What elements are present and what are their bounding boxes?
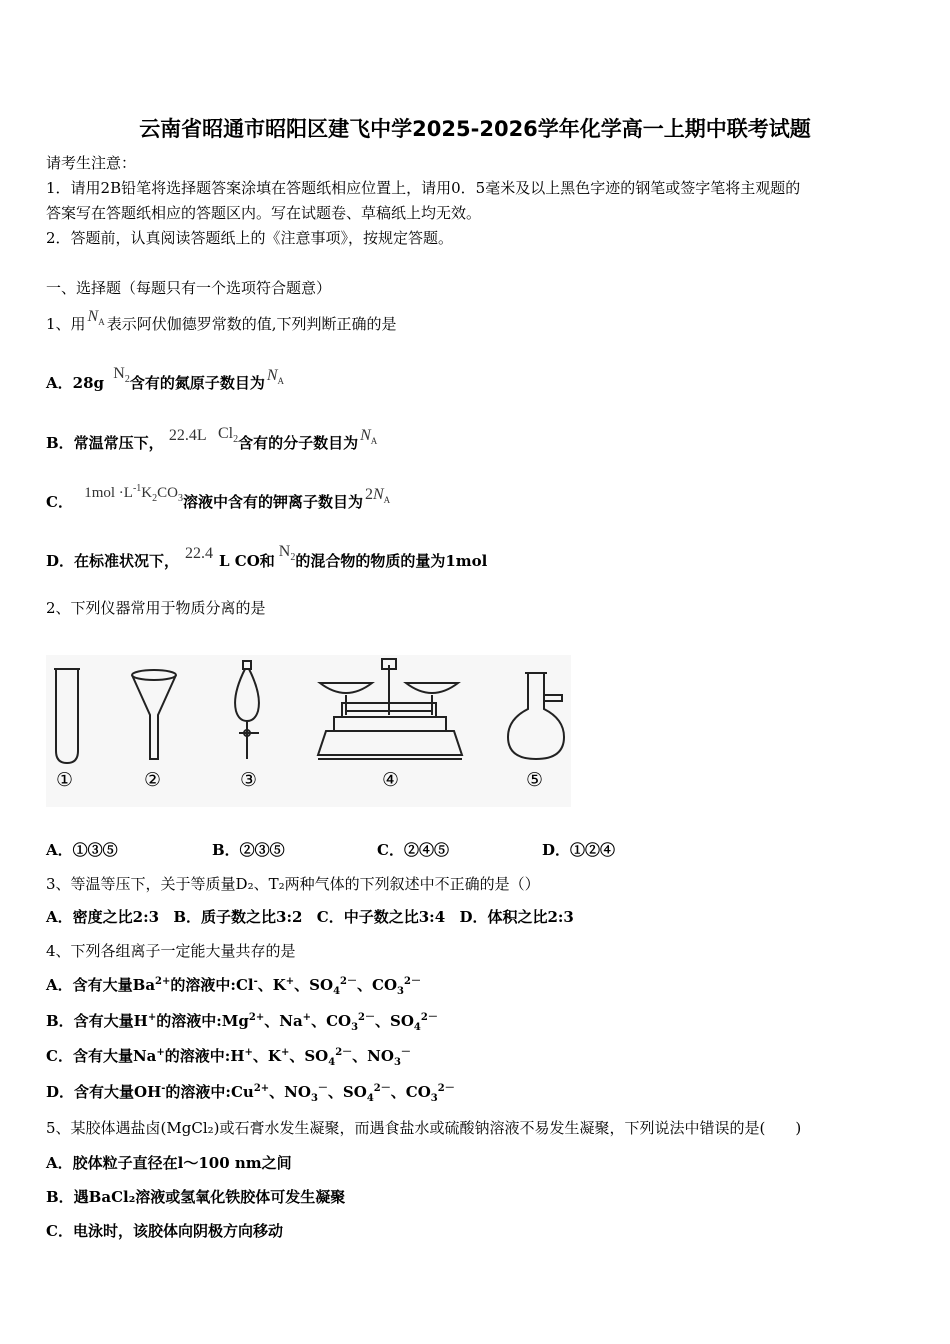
notice-item-2: 2．答题前，认真阅读答题纸上的《注意事项》，按规定答题。 (46, 229, 454, 247)
figure-label-4: ④ (382, 769, 400, 791)
question-4-option-a: A．含有大量$Ba^{2+}$的溶液中:Cl-、K+、$SO_4^{2-}$、$CO_3^{2-}$ (46, 976, 421, 997)
question-2-option-c: C．②④⑤ (377, 841, 449, 859)
question-4-option-d: D．含有大量OH-的溶液中$:Cu^{2+}$、$NO_3^-$、$SO_4^{2-}$、$CO_3^{2-}$ (46, 1083, 455, 1104)
question-3-stem: 3、等温等压下，关于等质量D₂、T₂两种气体的下列叙述中不正确的是（） (46, 875, 540, 893)
figure-label-5: ⑤ (526, 769, 544, 791)
page-title: 云南省昭通市昭阳区建飞中学2025-2026学年化学高一上期中联考试题 (139, 117, 811, 141)
na-symbol: $N_A$ (87, 308, 105, 328)
question-3-option-c: C．中子数之比3:4 (316, 908, 446, 926)
question-1-option-d: D．在标准状况下， 22.4 L CO和$N_2$的混合物的物质的量为1mol (46, 543, 488, 570)
notice-heading: 请考生注意： (46, 154, 137, 172)
figure-label-2: ② (144, 769, 162, 791)
question-2-option-b: B．②③⑤ (212, 841, 285, 859)
question-5-option-c: C．电泳时，该胶体向阴极方向移动 (46, 1222, 283, 1240)
question-2-stem: 2、下列仪器常用于物质分离的是 (46, 599, 266, 617)
question-1-option-c: C． $1mol \cdot L^{-1}K_2CO_3$溶液中含有的钾离子数目为 $2N_A$ (46, 483, 391, 511)
question-2-option-a: A．①③⑤ (46, 841, 118, 859)
lab-apparatus-figure (46, 655, 571, 807)
question-3-option-d: D．体积之比2:3 (459, 908, 574, 926)
question-4-option-b: B．含有大量H+的溶液中$:Mg^{2+}$、Na+、$CO_3^{2-}$、$SO_4^{2-}$ (46, 1012, 438, 1033)
question-1-option-a: A．28g $N_2$含有的氮原子数目为 $N_A$ (46, 365, 284, 392)
question-2-option-d: D．①②④ (542, 841, 616, 859)
figure-label-3: ③ (240, 769, 258, 791)
question-5-option-b: B．遇BaCl₂溶液或氢氧化铁胶体可发生凝聚 (46, 1188, 346, 1206)
figure-label-1: ① (56, 769, 74, 791)
question-5-option-a: A．胶体粒子直径在l～100 nm之间 (46, 1154, 292, 1172)
question-4-stem: 4、下列各组离子一定能大量共存的是 (46, 942, 296, 960)
question-3-options (46, 906, 574, 927)
question-4-option-c: C．含有大量Na+的溶液中:H+、K+、$SO_4^{2-}$、$NO_3^-$ (46, 1047, 411, 1068)
question-3-option-b: B．质子数之比3:2 (173, 908, 303, 926)
notice-item-1-line-1: 1．请用2B铅笔将选择题答案涂填在答题纸相应位置上，请用0．5毫米及以上黑色字迹的钢笔或签字笔将主观题的 (46, 179, 801, 197)
question-3-option-a: A．密度之比2:3 (46, 908, 160, 926)
section-heading: 一、选择题（每题只有一个选项符合题意） (46, 279, 332, 297)
notice-item-1-line-2: 答案写在答题纸相应的答题区内。写在试题卷、草稿纸上均无效。 (46, 204, 482, 222)
question-5-stem: 5、某胶体遇盐卤(MgCl₂)或石膏水发生凝聚，而遇食盐水或硫酸钠溶液不易发生凝聚，下列说法中错误的是( ) (46, 1119, 802, 1137)
question-1-stem: 1、用 $N_A$ 表示阿伏伽德罗常数的值,下列判断正确的是 (46, 308, 397, 333)
question-1-option-b: B．常温常压下， 22.4L $Cl_2$含有的分子数目为 $N_A$ (46, 425, 378, 452)
